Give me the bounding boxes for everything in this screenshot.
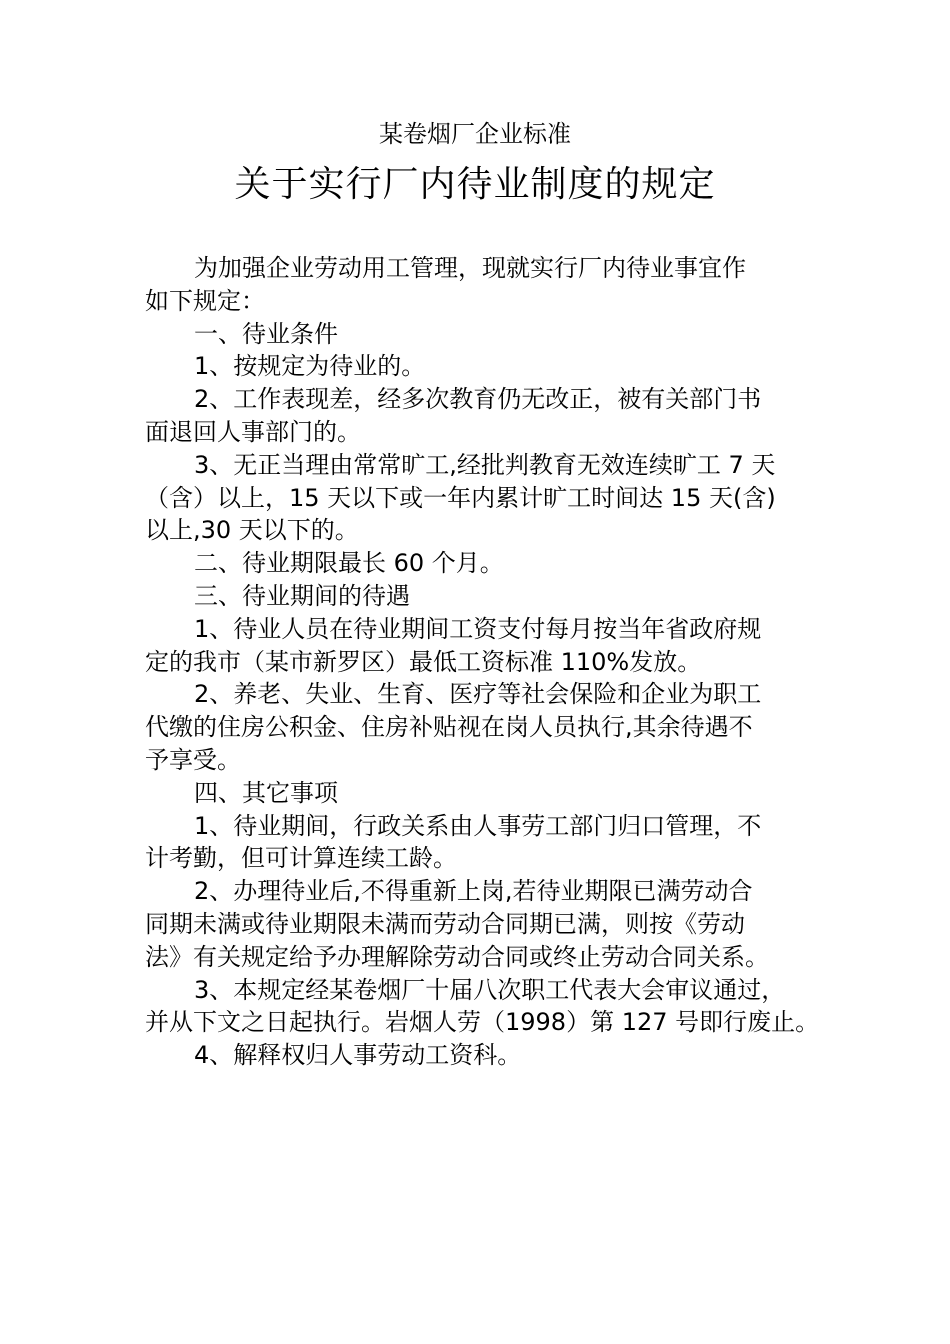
clause-line: 并从下文之日起执行。岩烟人劳（1998）第 127 号即行废止。 <box>145 1008 820 1037</box>
intro-paragraph-line: 为加强企业劳动用工管理，现就实行厂内待业事宜作 <box>194 254 746 282</box>
clause-line: 2、工作表现差，经多次教育仍无改正，被有关部门书 <box>194 385 762 414</box>
section-heading: 四、其它事项 <box>194 778 338 807</box>
clause-line: 1、待业期间，行政关系由人事劳工部门归口管理，不 <box>194 811 762 840</box>
clause-line: 1、待业人员在待业期间工资支付每月按当年省政府规 <box>194 614 762 643</box>
clause-line: （含）以上，15 天以下或一年内累计旷工时间达 15 天(含) <box>145 483 776 512</box>
clause-line: 以上,30 天以下的。 <box>145 516 359 545</box>
clause-line: 法》有关规定给予办理解除劳动合同或终止劳动合同关系。 <box>145 942 769 971</box>
organization-line: 某卷烟厂企业标准 <box>379 120 571 148</box>
clause-line: 计考勤，但可计算连续工龄。 <box>145 844 457 873</box>
document-body <box>145 252 825 1072</box>
clause-line: 1、按规定为待业的。 <box>194 352 426 381</box>
section-heading: 三、待业期间的待遇 <box>194 581 410 610</box>
clause-line: 3、本规定经某卷烟厂十届八次职工代表大会审议通过， <box>194 975 786 1004</box>
section-heading: 二、待业期限最长 60 个月。 <box>194 549 504 578</box>
document-title: 关于实行厂内待业制度的规定 <box>234 164 716 205</box>
clause-line: 面退回人事部门的。 <box>145 417 361 446</box>
clause-line: 定的我市（某市新罗区）最低工资标准 110%发放。 <box>145 647 702 676</box>
section-heading: 一、待业条件 <box>194 319 338 348</box>
clause-line: 予享受。 <box>145 745 241 774</box>
clause-line: 4、解释权归人事劳动工资科。 <box>194 1041 522 1070</box>
clause-line: 3、无正当理由常常旷工,经批判教育无效连续旷工 7 天 <box>194 450 776 479</box>
clause-line: 代缴的住房公积金、住房补贴视在岗人员执行,其余待遇不 <box>145 713 753 742</box>
clause-line: 2、养老、失业、生育、医疗等社会保险和企业为职工 <box>194 680 762 709</box>
intro-paragraph-line: 如下规定： <box>145 286 265 315</box>
clause-line: 同期未满或待业期限未满而劳动合同期已满，则按《劳动 <box>145 909 745 938</box>
clause-line: 2、办理待业后,不得重新上岗,若待业期限已满劳动合 <box>194 877 753 906</box>
